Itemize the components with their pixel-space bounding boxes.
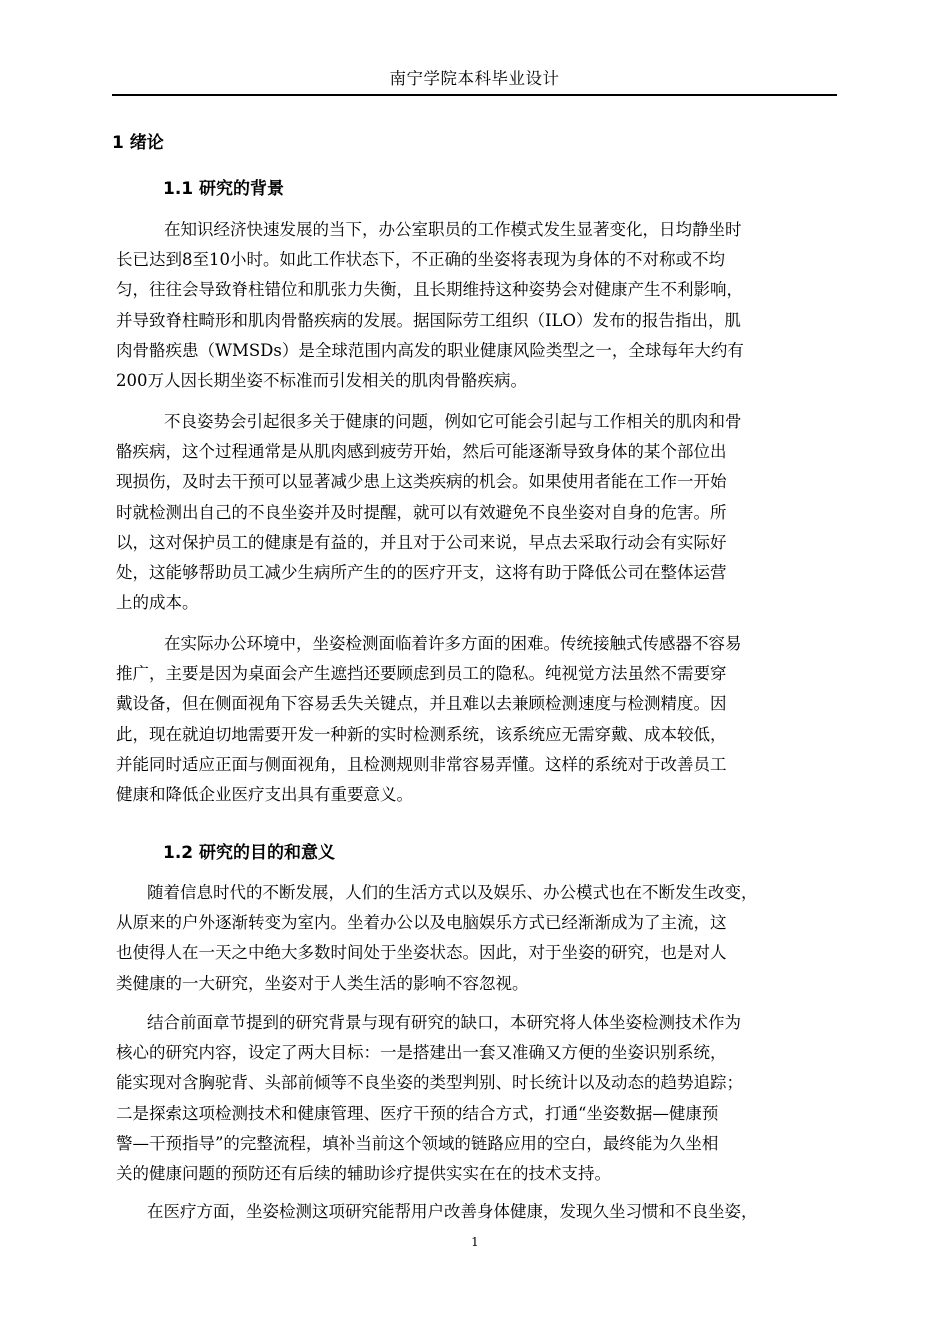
text-line: 长已达到8至10小时。如此工作状态下，不正确的坐姿将表现为身体的不对称或不均: [116, 250, 725, 270]
text-line: 警—干预指导”的完整流程，填补当前这个领域的链路应用的空白，最终能为久坐相: [116, 1133, 719, 1153]
paragraph-purpose-2: [116, 1008, 838, 1189]
text-line: 二是探索这项检测技术和健康管理、医疗干预的结合方式，打通“坐姿数据—健康预: [116, 1103, 719, 1123]
text-line: 200万人因长期坐姿不标准而引发相关的肌肉骨骼疾病。: [116, 370, 527, 390]
text-line: 结合前面章节提到的研究背景与现有研究的缺口，本研究将人体坐姿检测技术作为: [147, 1013, 741, 1032]
text-line: 随着信息时代的不断发展，人们的生活方式以及娱乐、办公模式也在不断发生改变，: [147, 883, 758, 902]
text-line: 在医疗方面，坐姿检测这项研究能帮用户改善身体健康，发现久坐习惯和不良坐姿，: [147, 1202, 758, 1221]
header-title: 南宁学院本科毕业设计: [389, 69, 560, 88]
text-line: 推广，主要是因为桌面会产生遮挡还要顾虑到员工的隐私。纯视觉方法虽然不需要穿: [116, 664, 727, 684]
text-line: 能实现对含胸驼背、头部前倾等不良坐姿的类型判别、时长统计以及动态的趋势追踪；: [116, 1073, 743, 1093]
paragraph-background-3: [116, 629, 838, 810]
text-line: 戴设备，但在侧面视角下容易丢失关键点，并且难以去兼顾检测速度与检测精度。因: [116, 694, 727, 714]
text-line: 并能同时适应正面与侧面视角，且检测规则非常容易弄懂。这样的系统对于改善员工: [116, 754, 727, 774]
chapter-heading: 1 绪论: [112, 133, 164, 153]
paragraph-background-2: [116, 407, 838, 618]
paragraph-purpose-3: [116, 1197, 838, 1227]
text-line: 在实际办公环境中，坐姿检测面临着许多方面的困难。传统接触式传感器不容易: [164, 634, 742, 653]
paragraph-background-1: [116, 215, 838, 396]
text-line: 核心的研究内容，设定了两大目标：一是搭建出一套又准确又方便的坐姿识别系统，: [116, 1043, 727, 1063]
text-line: 健康和降低企业医疗支出具有重要意义。: [116, 784, 413, 804]
text-line: 上的成本。: [116, 593, 199, 613]
text-line: 骼疾病，这个过程通常是从肌肉感到疲劳开始，然后可能逐渐导致身体的某个部位出: [116, 442, 727, 462]
text-line: 匀，往往会导致脊柱错位和肌张力失衡，且长期维持这种姿势会对健康产生不利影响，: [116, 280, 743, 300]
text-line: 并导致脊柱畸形和肌肉骨骼疾病的发展。据国际劳工组织（ILO）发布的报告指出，肌: [116, 310, 742, 330]
text-line: 也使得人在一天之中绝大多数时间处于坐姿状态。因此，对于坐姿的研究，也是对人: [116, 943, 727, 963]
text-line: 类健康的一大研究，坐姿对于人类生活的影响不容忽视。: [116, 973, 529, 993]
text-line: 时就检测出自己的不良坐姿并及时提醒，就可以有效避免不良坐姿对自身的危害。所: [116, 502, 727, 522]
section-heading-background: 1.1 研究的背景: [163, 179, 285, 199]
text-line: 处，这能够帮助员工减少生病所产生的的医疗开支，这将有助于降低公司在整体运营: [116, 562, 727, 582]
text-line: 肉骨骼疾患（WMSDs）是全球范围内高发的职业健康风险类型之一，全球每年大约有: [116, 340, 744, 360]
text-line: 从原来的户外逐渐转变为室内。坐着办公以及电脑娱乐方式已经渐渐成为了主流，这: [116, 913, 727, 933]
page-header: [112, 68, 837, 96]
paragraph-purpose-1: [116, 878, 838, 999]
text-line: 现损伤，及时去干预可以显著减少患上这类疾病的机会。如果使用者能在工作一开始: [116, 472, 727, 492]
text-line: 不良姿势会引起很多关于健康的问题，例如它可能会引起与工作相关的肌肉和骨: [164, 412, 742, 431]
page-number: 1: [471, 1235, 479, 1249]
text-line: 此，现在就迫切地需要开发一种新的实时检测系统，该系统应无需穿戴、成本较低，: [116, 724, 727, 744]
section-heading-purpose: 1.2 研究的目的和意义: [163, 843, 336, 863]
text-line: 关的健康问题的预防还有后续的辅助诊疗提供实实在在的技术支持。: [116, 1163, 611, 1183]
text-line: 以，这对保护员工的健康是有益的，并且对于公司来说，早点去采取行动会有实际好: [116, 532, 727, 552]
text-line: 在知识经济快速发展的当下，办公室职员的工作模式发生显著变化，日均静坐时: [164, 220, 742, 239]
